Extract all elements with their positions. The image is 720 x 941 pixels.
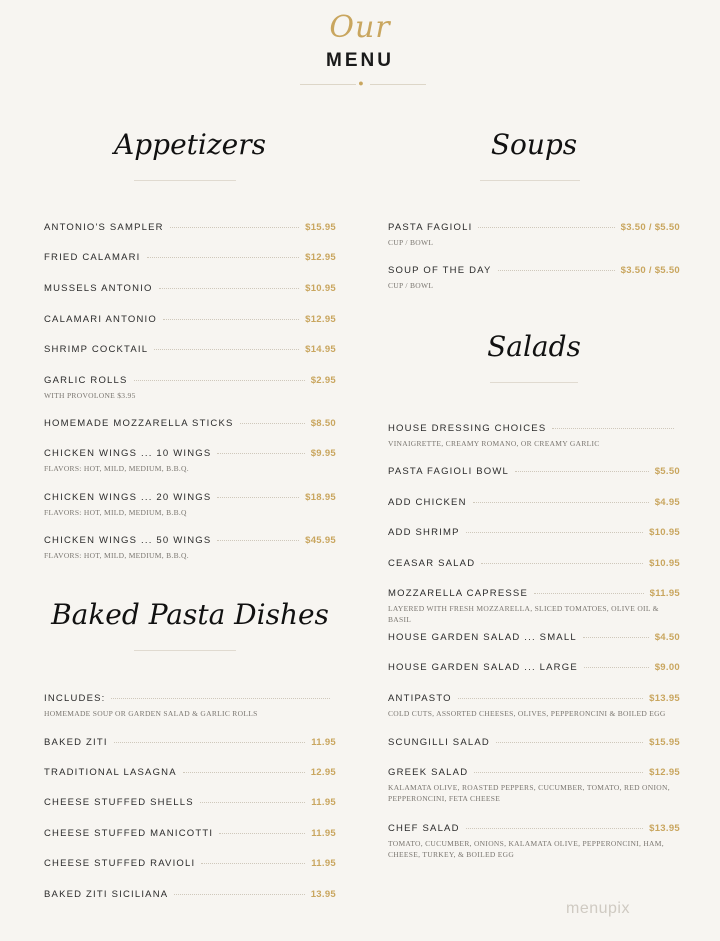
dotted-leader <box>147 257 300 258</box>
menu-item <box>388 765 680 803</box>
dotted-leader <box>534 593 644 594</box>
menu-item <box>388 220 680 250</box>
menu-item-price: $45.95 <box>305 534 336 546</box>
menu-item-name: ANTIPASTO <box>388 692 452 704</box>
menu-item <box>44 735 336 765</box>
menu-item <box>388 421 680 451</box>
menu-item-row <box>44 281 336 295</box>
menu-item-name: ANTONIO'S SAMPLER <box>44 221 164 233</box>
baked-pasta-divider <box>134 650 236 651</box>
menu-item-row <box>388 765 680 779</box>
menu-item-row <box>388 660 680 674</box>
menu-item-name: HOMEMADE MOZZARELLA STICKS <box>44 417 234 429</box>
dotted-leader <box>111 698 330 699</box>
menu-item <box>44 281 336 311</box>
menu-item-name: CHEF SALAD <box>388 822 460 834</box>
menu-item-name: GREEK SALAD <box>388 766 469 778</box>
dotted-leader <box>466 532 643 533</box>
menu-item-name: CHICKEN WINGS ... 50 WINGS <box>44 534 212 546</box>
dotted-leader <box>466 828 643 829</box>
dish-ornament-icon: ● <box>358 78 364 88</box>
menu-item-price: 11.95 <box>311 857 336 869</box>
menu-item-name: ADD CHICKEN <box>388 496 467 508</box>
dotted-leader <box>481 563 643 564</box>
menu-item-row <box>44 735 336 749</box>
dotted-leader <box>240 423 305 424</box>
menu-item-row <box>44 416 336 430</box>
menu-item-description: VINAIGRETTE, CREAMY ROMANO, OR CREAMY GARLIC <box>388 439 600 448</box>
appetizers-title: Appetizers <box>114 128 266 161</box>
menu-item-name: SHRIMP COCKTAIL <box>44 343 149 355</box>
menu-item <box>388 464 680 494</box>
header-menu-title: MENU <box>326 50 394 71</box>
menu-item-name: HOUSE GARDEN SALAD ... SMALL <box>388 631 577 643</box>
menu-item-name: MOZZARELLA CAPRESSE <box>388 587 529 599</box>
menu-item-row <box>388 691 680 705</box>
menu-item-row <box>44 250 336 264</box>
menu-item <box>44 490 336 520</box>
menu-item <box>44 856 336 886</box>
menu-item-price: $12.95 <box>649 766 680 778</box>
menu-item-price: $14.95 <box>305 343 336 355</box>
menu-item-row <box>388 630 680 644</box>
menu-item-description: FLAVORS: HOT, MILD, MEDIUM, B.B.Q <box>44 508 187 517</box>
menu-item <box>44 220 336 250</box>
menu-item-name: CHEESE STUFFED RAVIOLI <box>44 857 196 869</box>
menu-item-row <box>44 765 336 779</box>
dotted-leader <box>163 319 299 320</box>
menu-item-description: LAYERED WITH FRESH MOZZARELLA, SLICED TOMATOES, OLIVE OIL & BASIL <box>388 604 659 624</box>
menu-item-row <box>44 490 336 504</box>
dotted-leader <box>498 270 615 271</box>
menu-item-price: $9.00 <box>654 661 680 673</box>
menu-item-row <box>388 735 680 749</box>
dotted-leader <box>458 698 643 699</box>
dotted-leader <box>583 637 649 638</box>
menu-item-price: $10.95 <box>649 526 680 538</box>
menu-item <box>388 495 680 525</box>
menu-item <box>44 342 336 372</box>
menu-item-price: $8.50 <box>310 417 336 429</box>
menu-item-name: BAKED ZITI <box>44 736 108 748</box>
menu-item <box>388 556 680 586</box>
menu-item-price: 11.95 <box>311 827 336 839</box>
dotted-leader <box>114 742 306 743</box>
dotted-leader <box>134 380 305 381</box>
dotted-leader <box>201 863 305 864</box>
menu-item <box>44 416 336 446</box>
menu-item-name: CHEESE STUFFED SHELLS <box>44 796 194 808</box>
menu-item-price: $10.95 <box>305 282 336 294</box>
dotted-leader <box>159 288 300 289</box>
menu-item-row <box>388 821 680 835</box>
menu-item-name: SCUNGILLI SALAD <box>388 736 490 748</box>
menu-item-description: CUP / BOWL <box>388 238 434 247</box>
menu-item-name: ADD SHRIMP <box>388 526 460 538</box>
menu-item-row <box>44 887 336 901</box>
dotted-leader <box>217 540 299 541</box>
menu-item-row <box>44 533 336 547</box>
menu-item-name: BAKED ZITI SICILIANA <box>44 888 169 900</box>
menu-item <box>388 821 680 859</box>
menu-item-name: TRADITIONAL LASAGNA <box>44 766 177 778</box>
menu-item <box>44 765 336 795</box>
menu-item-name: SOUP OF THE DAY <box>388 264 492 276</box>
menu-item-row <box>44 373 336 387</box>
menu-item-price: $12.95 <box>305 313 336 325</box>
menu-item-price: $18.95 <box>305 491 336 503</box>
menu-item-name: CHICKEN WINGS ... 20 WINGS <box>44 491 212 503</box>
menu-item-price: $2.95 <box>310 374 336 386</box>
menu-item-price: $11.95 <box>649 587 680 599</box>
menu-item <box>44 826 336 856</box>
menu-item-name: MUSSELS ANTONIO <box>44 282 153 294</box>
soups-title: Soups <box>490 128 578 161</box>
dotted-leader <box>183 772 305 773</box>
menu-item-price: $10.95 <box>649 557 680 569</box>
menu-item-row <box>44 342 336 356</box>
menu-item <box>388 735 680 765</box>
menu-item <box>44 533 336 563</box>
dotted-leader <box>473 502 649 503</box>
menu-item-row <box>388 556 680 570</box>
menu-item-row <box>388 421 680 435</box>
dotted-leader <box>474 772 643 773</box>
menu-item-name: PASTA FAGIOLI <box>388 221 473 233</box>
header-divider-left <box>300 84 356 85</box>
dotted-leader <box>200 802 305 803</box>
menu-item-price: $13.95 <box>649 692 680 704</box>
header-our: Our <box>329 10 391 45</box>
menu-item-row <box>44 691 336 705</box>
menu-item <box>388 660 680 690</box>
menu-item-row <box>44 856 336 870</box>
menu-item <box>388 586 680 624</box>
menu-item <box>388 525 680 555</box>
dotted-leader <box>584 667 649 668</box>
dotted-leader <box>478 227 614 228</box>
menu-item-description: CUP / BOWL <box>388 281 434 290</box>
menu-item-price: $4.95 <box>654 496 680 508</box>
dotted-leader <box>174 894 304 895</box>
dotted-leader <box>217 497 299 498</box>
menu-item-row <box>44 446 336 460</box>
menu-item-row <box>44 826 336 840</box>
menu-item-name: GARLIC ROLLS <box>44 374 128 386</box>
menu-item-name: PASTA FAGIOLI BOWL <box>388 465 510 477</box>
dotted-leader <box>552 428 674 429</box>
menu-item <box>44 691 336 721</box>
menu-item-price: $5.50 <box>654 465 680 477</box>
menu-item-description: FLAVORS: HOT, MILD, MEDIUM, B.B.Q. <box>44 464 189 473</box>
menu-item-price: $3.50 / $5.50 <box>620 264 680 276</box>
menu-item <box>388 630 680 660</box>
dotted-leader <box>170 227 299 228</box>
menu-item-row <box>44 312 336 326</box>
menu-item <box>44 887 336 917</box>
salads-divider <box>490 382 578 383</box>
menu-item-name: CHICKEN WINGS ... 10 WINGS <box>44 447 212 459</box>
menu-item-row <box>44 220 336 234</box>
menu-item-description: TOMATO, CUCUMBER, ONIONS, KALAMATA OLIVE, PEPPERONCINI, HAM, CHEESE, TURKEY, & BOILED EGG <box>388 839 664 859</box>
menu-item-description: HOMEMADE SOUP OR GARDEN SALAD & GARLIC ROLLS <box>44 709 258 718</box>
menu-item-row <box>44 795 336 809</box>
menu-item-price: $3.50 / $5.50 <box>620 221 680 233</box>
dotted-leader <box>496 742 643 743</box>
menu-item <box>388 691 680 721</box>
menu-item <box>44 250 336 280</box>
menu-item-price: 11.95 <box>311 796 336 808</box>
menu-item-price: $4.50 <box>654 631 680 643</box>
menu-item-row <box>388 495 680 509</box>
appetizers-divider <box>134 180 236 181</box>
menu-item-price: 13.95 <box>310 888 336 900</box>
menu-item-name: CALAMARI ANTONIO <box>44 313 157 325</box>
baked-pasta-title: Baked Pasta Dishes <box>51 598 329 631</box>
menu-item-price: $15.95 <box>305 221 336 233</box>
dotted-leader <box>154 349 299 350</box>
menu-item-row <box>388 586 680 600</box>
menu-item-description: COLD CUTS, ASSORTED CHEESES, OLIVES, PEPPERONCINI & BOILED EGG <box>388 709 666 718</box>
menu-item-description: KALAMATA OLIVE, ROASTED PEPPERS, CUCUMBER, TOMATO, RED ONION, PEPPERONCINI, FETA CHEESE <box>388 783 670 803</box>
menu-item-description: WITH PROVOLONE $3.95 <box>44 391 136 400</box>
menu-item-row <box>388 220 680 234</box>
menu-item-row <box>388 525 680 539</box>
menu-item <box>388 263 680 293</box>
menu-item-name: INCLUDES: <box>44 692 106 704</box>
salads-title: Salads <box>487 330 581 363</box>
menu-item-description: FLAVORS: HOT, MILD, MEDIUM, B.B.Q. <box>44 551 189 560</box>
menu-item <box>44 312 336 342</box>
dotted-leader <box>515 471 649 472</box>
menu-item <box>44 373 336 403</box>
menu-item <box>44 446 336 476</box>
menu-item-name: CEASAR SALAD <box>388 557 476 569</box>
menu-item-row <box>388 464 680 478</box>
soups-divider <box>480 180 580 181</box>
dotted-leader <box>219 833 305 834</box>
menu-item-name: HOUSE DRESSING CHOICES <box>388 422 547 434</box>
menu-item-price: 11.95 <box>311 736 336 748</box>
menu-item-price: $12.95 <box>305 251 336 263</box>
menu-item-name: FRIED CALAMARI <box>44 251 141 263</box>
menu-item-row <box>388 263 680 277</box>
menu-item-price: $15.95 <box>649 736 680 748</box>
menu-item-price: $9.95 <box>310 447 336 459</box>
header-divider-right <box>370 84 426 85</box>
menu-item <box>44 795 336 825</box>
menu-item-name: HOUSE GARDEN SALAD ... LARGE <box>388 661 578 673</box>
menu-item-name: CHEESE STUFFED MANICOTTI <box>44 827 214 839</box>
menu-item-price: $13.95 <box>649 822 680 834</box>
dotted-leader <box>217 453 304 454</box>
menu-item-price: 12.95 <box>310 766 336 778</box>
watermark: menupix <box>566 900 630 917</box>
